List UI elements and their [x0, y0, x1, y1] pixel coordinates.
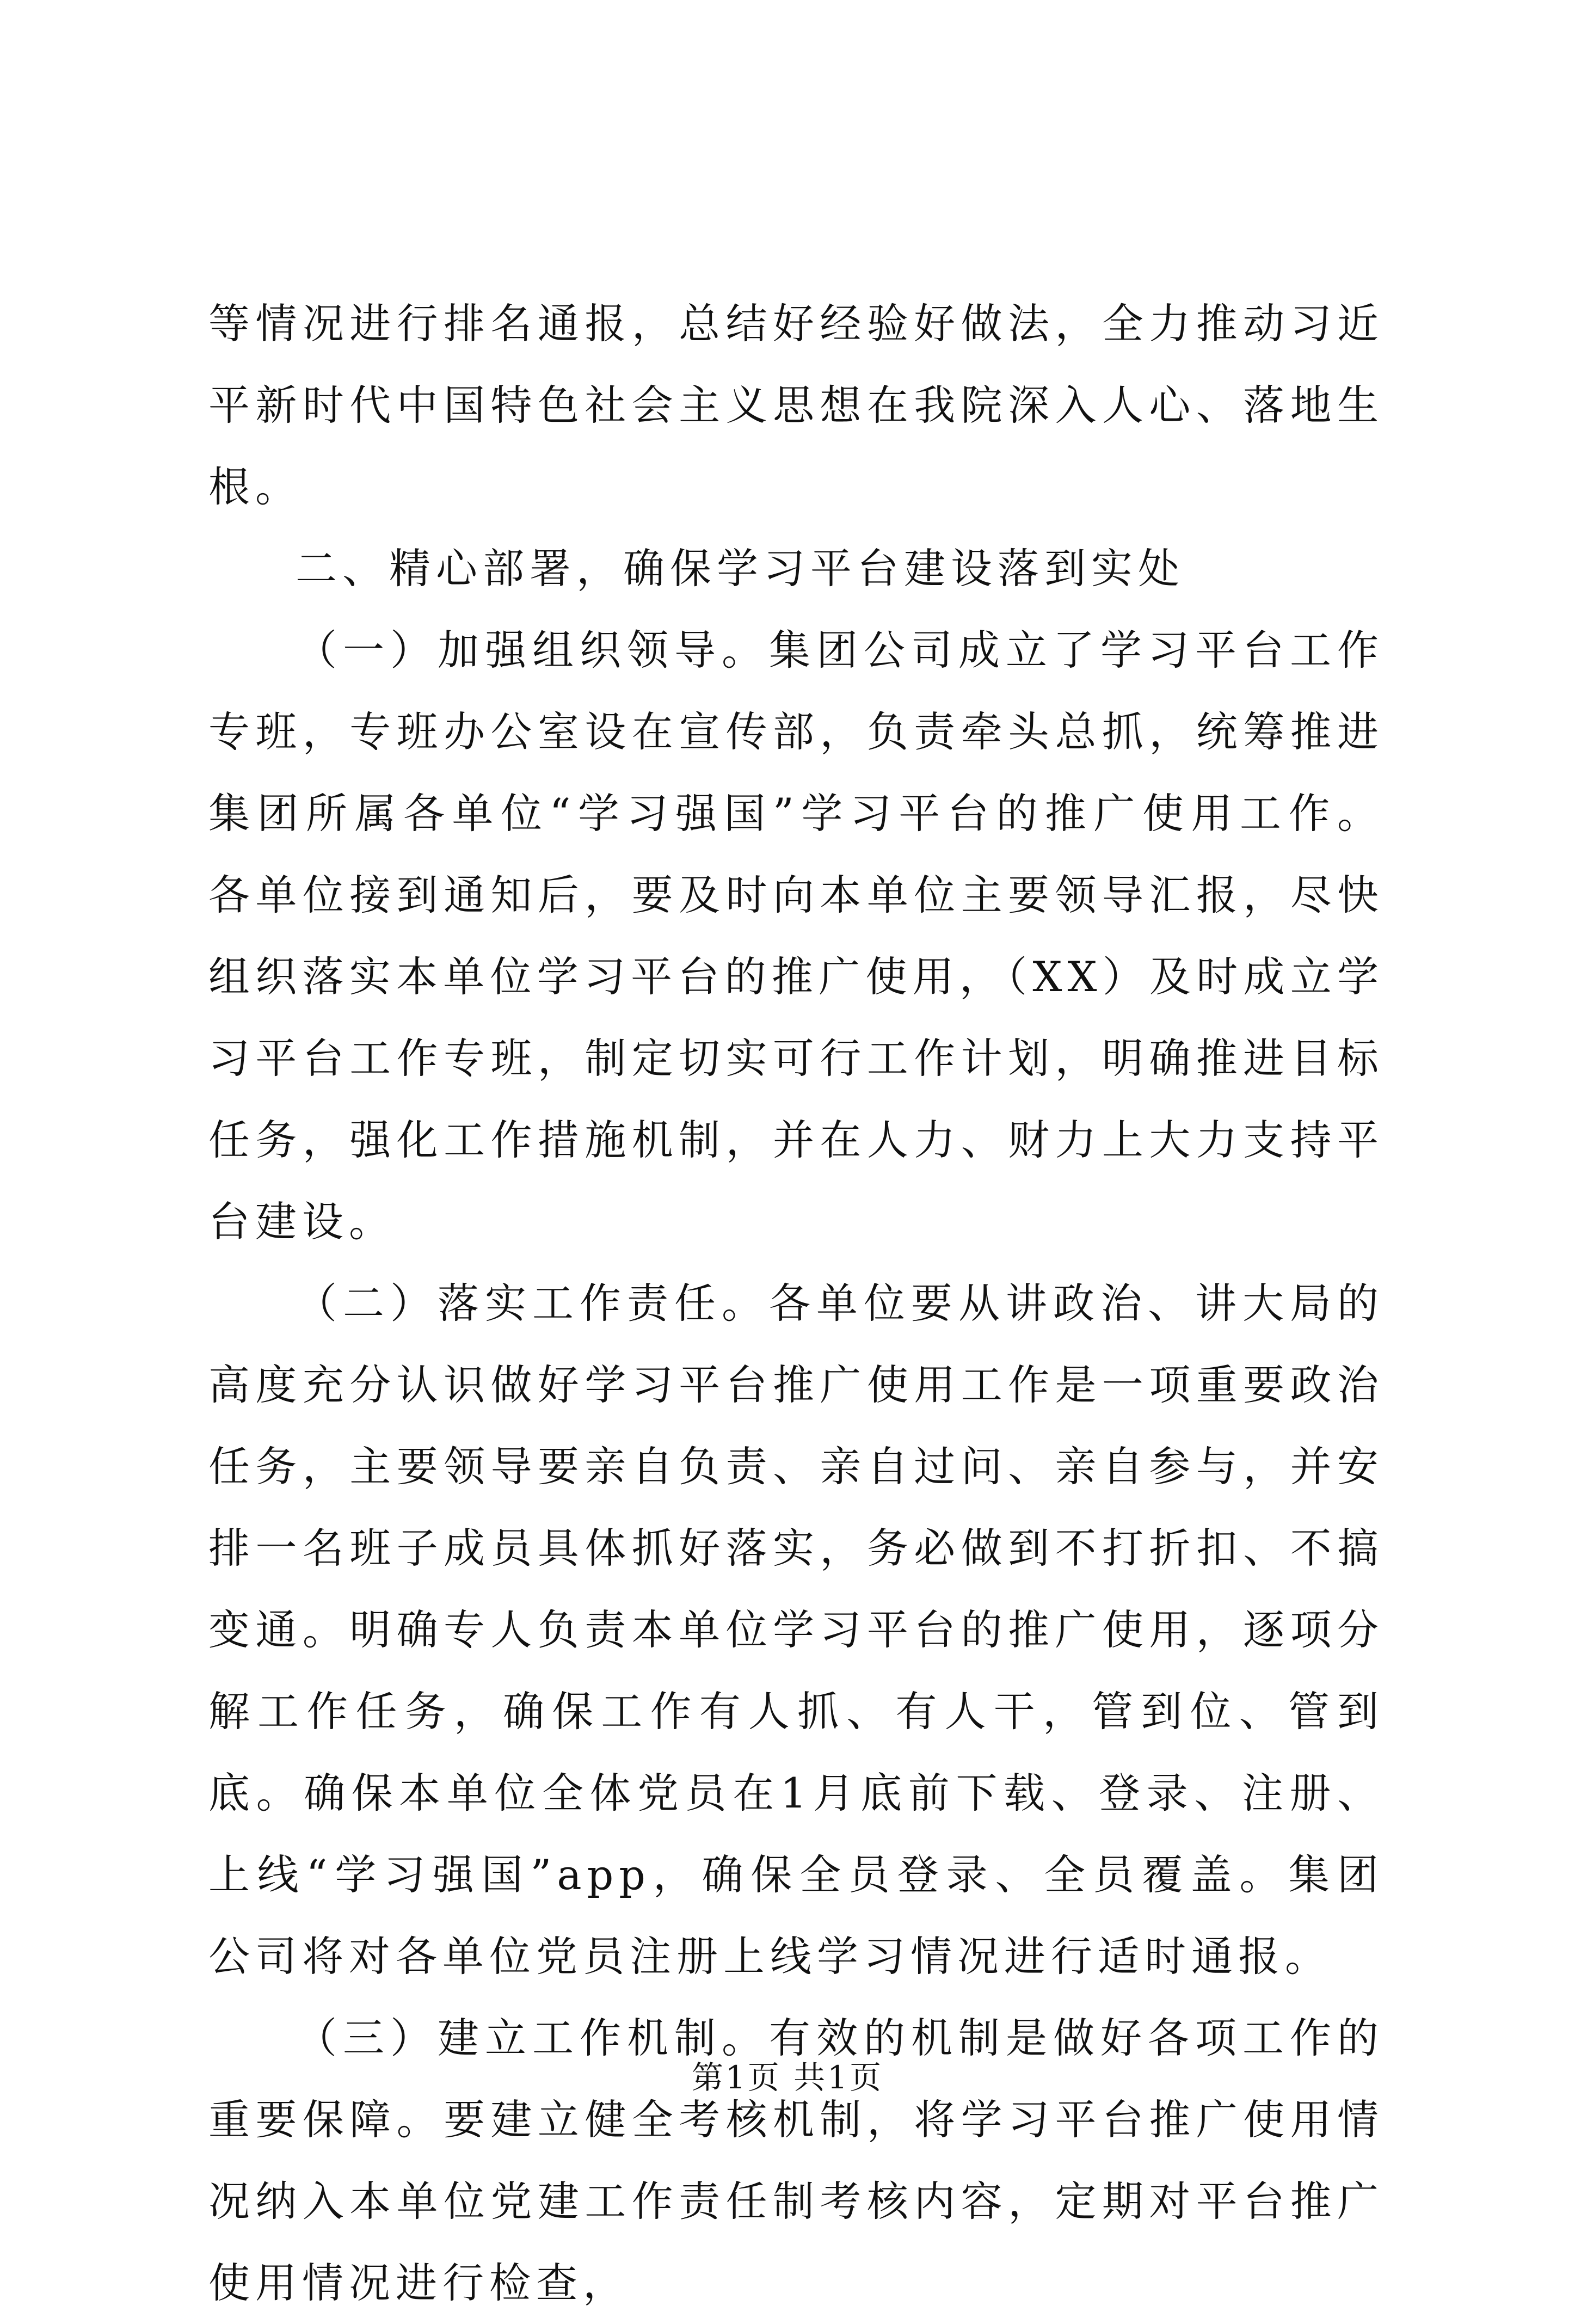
paragraph-responsibility: （二）落实工作责任。各单位要从讲政治、讲大局的高度充分认识做好学习平台推广使用工作是一项重要政治任务，主要领导要亲自负责、亲自过问、亲自参与，并安排一名班子成员具体抓好落实，务必做到不打折扣、不搞变通。明确专人负责本单位学习平台的推广使用，逐项分解工作任务，确保工作有人抓、有人干，管到位、管到底。确保本单位全体党员在1月底前下载、登录、注册、上线“学习强国”app，确保全员登录、全员覆盖。集团公司将对各单位党员注册上线学习情况进行适时通报。 — [208, 1279, 1384, 1981]
paragraph-mechanism: （三）建立工作机制。有效的机制是做好各项工作的重要保障。要建立健全考核机制，将学习平台推广使用情况纳入本单位党建工作责任制考核内容，定期对平台推广使用情况进行检查， — [208, 2014, 1384, 2307]
paragraph-organization: （一）加强组织领导。集团公司成立了学习平台工作专班，专班办公室设在宣传部，负责牵头总抓，统筹推进集团所属各单位“学习强国”学习平台的推广使用工作。各单位接到通知后，要及时向本单位主要领导汇报，尽快组织落实本单位学习平台的推广使用，（XX）及时成立学习平台工作专班，制定切实可行工作计划，明确推进目标任务，强化工作措施机制，并在人力、财力上大力支持平台建设。 — [208, 626, 1384, 1246]
document-body — [208, 283, 1384, 2324]
paragraph-continuation: 等情况进行排名通报，总结好经验好做法，全力推动习近平新时代中国特色社会主义思想在我院深入人心、落地生根。 — [208, 299, 1384, 511]
page-footer: 第1页 共1页 — [691, 2059, 884, 2096]
section-heading: 二、精心部署，确保学习平台建设落到实处 — [296, 544, 1185, 593]
